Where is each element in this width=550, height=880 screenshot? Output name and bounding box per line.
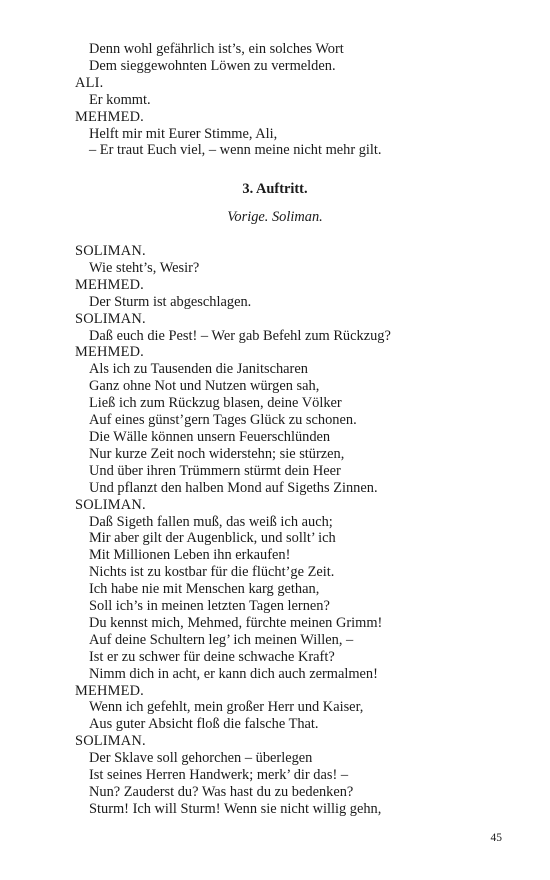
stage-direction: Vorige. Soliman.	[227, 209, 323, 225]
verse-line: Und pflanzt den halben Mond auf Sigeths Zinnen.	[89, 479, 378, 496]
verse-line: Ich habe nie mit Menschen karg gethan,	[89, 581, 320, 598]
verse-line: Nimm dich in acht, er kann dich auch zermalmen!	[89, 665, 378, 682]
speaker-name: MEHMED.	[75, 108, 144, 125]
speaker-name: ALI.	[75, 74, 104, 91]
verse-line: Soll ich’s in meinen letzten Tagen lernen?	[89, 598, 330, 615]
dialogue-block-top	[75, 41, 515, 159]
verse-line: Wie steht’s, Wesir?	[89, 259, 200, 276]
verse-line: Nur kurze Zeit noch widerstehn; sie stürzen,	[89, 445, 345, 462]
verse-line: Auf deine Schultern leg’ ich meinen Willen, –	[89, 631, 354, 648]
verse-line: Die Wälle können unsern Feuerschlünden	[89, 428, 331, 445]
verse-line: Er kommt.	[89, 91, 151, 108]
verse-line: Als ich zu Tausenden die Janitscharen	[89, 361, 308, 378]
verse-line: Nichts ist zu kostbar für die flücht’ge Zeit.	[89, 564, 335, 581]
verse-line: Aus guter Absicht floß die falsche That.	[89, 716, 319, 733]
verse-line: Auf eines günst’gern Tages Glück zu schonen.	[89, 412, 357, 429]
verse-line: Nun? Zauderst du? Was hast du zu bedenken?	[89, 784, 354, 800]
speaker-name: MEHMED.	[75, 344, 144, 361]
verse-line: Der Sklave soll gehorchen – überlegen	[89, 750, 313, 767]
verse-line: Ganz ohne Not und Nutzen würgen sah,	[89, 378, 320, 395]
verse-line: Wenn ich gefehlt, mein großer Herr und Kaiser,	[89, 699, 364, 716]
speaker-name: SOLIMAN.	[75, 496, 146, 513]
verse-line: Daß euch die Pest! – Wer gab Befehl zum Rückzug?	[89, 327, 391, 344]
verse-line: Denn wohl gefährlich ist’s, ein solches Wort	[89, 41, 344, 57]
verse-line: – Er traut Euch viel, – wenn meine nicht mehr gilt.	[89, 142, 382, 159]
scene-heading: 3. Auftritt.	[242, 181, 308, 197]
dialogue-block-main	[75, 243, 515, 818]
speaker-name: MEHMED.	[75, 682, 144, 699]
verse-line: Daß Sigeth fallen muß, das weiß ich auch;	[89, 513, 333, 530]
verse-line: Mit Millionen Leben ihn erkaufen!	[89, 547, 291, 564]
speaker-name: SOLIMAN.	[75, 243, 146, 259]
verse-line: Ist er zu schwer für deine schwache Kraft?	[89, 648, 335, 665]
verse-line: Dem sieggewohnten Löwen zu vermelden.	[89, 57, 336, 74]
speaker-name: SOLIMAN.	[75, 310, 146, 327]
speaker-name: MEHMED.	[75, 276, 144, 293]
verse-line: Der Sturm ist abgeschlagen.	[89, 293, 252, 310]
speaker-name: SOLIMAN.	[75, 733, 146, 750]
verse-line: Mir aber gilt der Augenblick, und sollt’ ich	[89, 530, 336, 547]
verse-line: Du kennst mich, Mehmed, fürchte meinen Grimm!	[89, 614, 383, 631]
verse-line: Und über ihren Trümmern stürmt dein Heer	[89, 462, 341, 479]
verse-line: Sturm! Ich will Sturm! Wenn sie nicht willig gehn,	[89, 800, 382, 817]
verse-line: Ließ ich zum Rückzug blasen, deine Völker	[89, 395, 342, 412]
verse-line: Ist seines Herren Handwerk; merk’ dir das! –	[89, 767, 349, 784]
page-number: 45	[490, 832, 502, 844]
verse-line: Helft mir mit Eurer Stimme, Ali,	[89, 125, 278, 142]
